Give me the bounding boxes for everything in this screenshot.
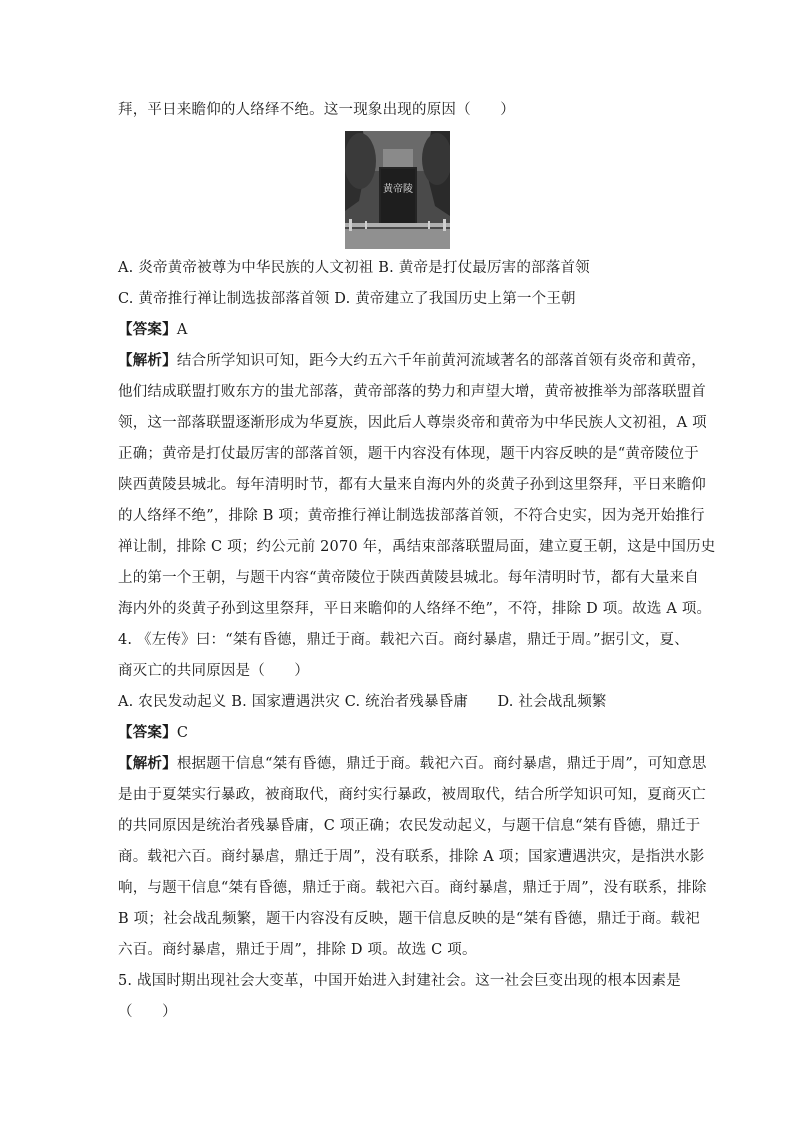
analysis-line — [118, 351, 707, 371]
analysis-line: 正确；黄帝是打仗最厉害的部落首领，题干内容没有体现，题干内容反映的是“黄帝陵位于 — [118, 446, 699, 462]
answer-tag: 【答案】 — [118, 321, 177, 338]
question-4-options: A. 农民发动起义 B. 国家遭遇洪灾 C. 统治者残暴昏庸 D. 社会战乱频繁 — [118, 694, 607, 710]
question-5-stem: （ ） — [118, 1004, 177, 1020]
analysis-line: 的人络绎不绝”，排除 B 项；黄帝推行禅让制选拔部落首领，不符合史实，因为尧开始推行 — [118, 508, 705, 524]
analysis-text: 结合所学知识可知，距今大约五六千年前黄河流域著名的部落首领有炎帝和黄帝， — [176, 353, 707, 369]
analysis-line: 禅让制，排除 C 项；约公元前 2070 年，禹结束部落联盟局面，建立夏王朝，这是中国历史 — [118, 539, 716, 555]
analysis-line: 六百。商纣暴虐，鼎迁于周”，排除 D 项。故选 C 项。 — [118, 942, 477, 958]
answer-value: A — [176, 322, 188, 338]
analysis-tag: 【解析】 — [118, 755, 177, 772]
option-line-ab: A. 炎帝黄帝被尊为中华民族的人文初祖 B. 黄帝是打仗最厉害的部落首领 — [118, 260, 590, 276]
analysis-line: 商。载祀六百。商纣暴虐，鼎迁于周”，没有联系，排除 A 项；国家遭遇洪灾，是指洪水影 — [118, 849, 705, 865]
analysis-line: 上的第一个王朝，与题干内容“黄帝陵位于陕西黄陵县城北。每年清明时节，都有大量来自 — [118, 570, 699, 586]
analysis-line: 的共同原因是统治者残暴昏庸，C 项正确；农民发动起义，与题干信息“桀有昏德，鼎迁于 — [118, 818, 701, 834]
analysis-line: 领，这一部落联盟逐渐形成为华夏族，因此后人尊崇炎帝和黄帝为中华民族人文初祖，A 项 — [118, 415, 707, 431]
analysis-line: B 项；社会战乱频繁，题干内容没有反映，题干信息反映的是“桀有昏德，鼎迁于商。载祀 — [118, 911, 700, 927]
analysis-line — [118, 754, 707, 774]
huangdi-mausoleum-photo — [345, 131, 450, 249]
analysis-text: 根据题干信息“桀有昏德，鼎迁于商。载祀六百。商纣暴虐，鼎迁于周”，可知意思 — [176, 756, 707, 772]
question-5-stem: 5. 战国时期出现社会大变革，中国开始进入封建社会。这一社会巨变出现的根本因素是 — [118, 973, 681, 989]
answer-tag: 【答案】 — [118, 724, 177, 741]
question-4-stem: 4. 《左传》曰：“桀有昏德，鼎迁于商。载祀六百。商纣暴虐，鼎迁于周。”据引文，夏、 — [118, 632, 689, 648]
answer-line — [118, 723, 688, 743]
analysis-line: 陕西黄陵县城北。每年清明时节，都有大量来自海内外的炎黄子孙到这里祭拜，平日来瞻仰 — [118, 477, 706, 493]
answer-line — [118, 320, 688, 340]
question-3-stem-tail: 拜，平日来瞻仰的人络绎不绝。这一现象出现的原因（ ） — [118, 102, 515, 118]
stele-inscription: 黄帝陵 — [383, 184, 413, 195]
analysis-line: 他们结成联盟打败东方的蚩尤部落，黄帝部落的势力和声望大增，黄帝被推举为部落联盟首 — [118, 384, 706, 400]
option-line-cd: C. 黄帝推行禅让制选拔部落首领 D. 黄帝建立了我国历史上第一个王朝 — [118, 291, 576, 307]
question-4-stem: 商灭亡的共同原因是（ ） — [118, 663, 310, 679]
answer-value: C — [176, 725, 189, 741]
analysis-line: 海内外的炎黄子孙到这里祭拜，平日来瞻仰的人络绎不绝”，不符，排除 D 项。故选 A 项。 — [118, 601, 712, 617]
analysis-line: 响，与题干信息“桀有昏德，鼎迁于商。载祀六百。商纣暴虐，鼎迁于周”，没有联系，排除 — [118, 880, 707, 896]
analysis-tag: 【解析】 — [118, 352, 177, 369]
analysis-line: 是由于夏桀实行暴政，被商取代，商纣实行暴政，被周取代，结合所学知识可知，夏商灭亡 — [118, 787, 706, 803]
